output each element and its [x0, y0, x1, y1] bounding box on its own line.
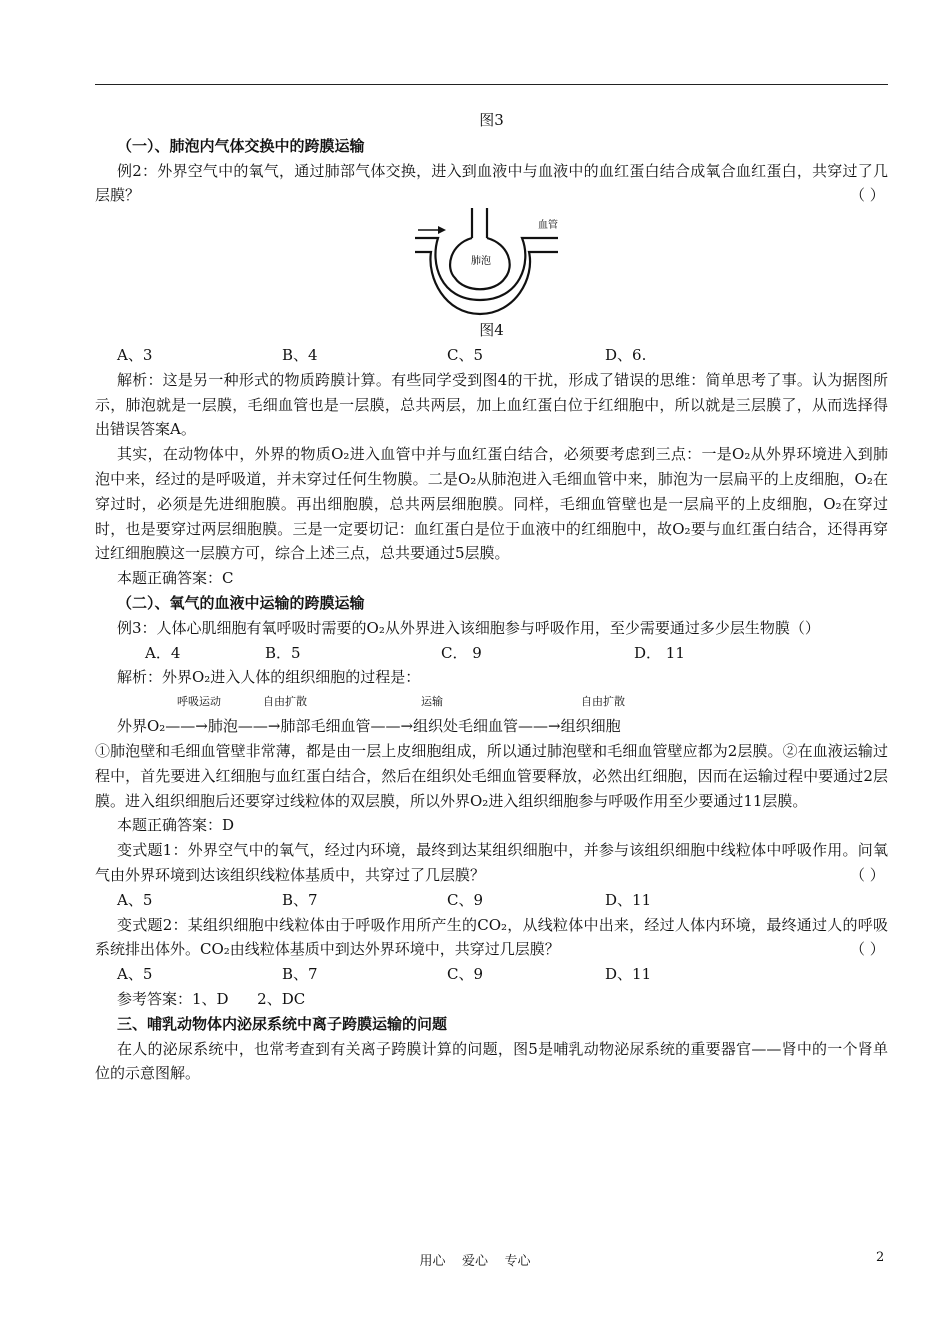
answer-2: 本题正确答案：D: [117, 816, 235, 835]
option-d: D、6.: [605, 345, 647, 364]
variant-2-options: [95, 962, 888, 987]
section-3-heading: 三、哺乳动物体内泌尿系统中离子跨膜运输的问题: [117, 1014, 448, 1033]
vessel-label: 血管: [538, 220, 558, 232]
option-c: C、5: [447, 345, 484, 364]
option-d: D、11: [605, 890, 652, 909]
header-rule: [95, 84, 888, 85]
example-2-question: 例2：外界空气中的氧气，通过肺部气体交换，进入到血液中与血液中的血红蛋白结合成氧合血红蛋白，共穿过了几层膜？ （ ）: [95, 161, 888, 205]
document-page: [95, 108, 888, 1086]
reference-answers: 参考答案：1、D 2、DC: [117, 989, 306, 1008]
section-3-body: 在人的泌尿系统中，也常考查到有关离子跨膜计算的问题，图5是哺乳动物泌尿系统的重要器官——肾中的一个肾单位的示意图解。: [95, 1039, 888, 1083]
flow-label-2: 自由扩散: [263, 695, 307, 709]
section-1-heading: （一）、肺泡内气体交换中的跨膜运输: [117, 136, 365, 155]
flow-line: 外界O₂——→肺泡——→肺部毛细血管——→组织处毛细血管——→组织细胞: [117, 717, 621, 736]
flow-labels: [95, 690, 888, 714]
page-number: 2: [876, 1250, 885, 1265]
section-2-heading: （二）、氧气的血液中运输的跨膜运输: [117, 593, 365, 612]
option-b: B、7: [282, 965, 318, 984]
option-c: C、9: [447, 965, 484, 984]
variant-1-options: [95, 888, 888, 913]
figure-3-caption: 图3: [479, 111, 504, 129]
option-a: A、3: [117, 345, 153, 364]
option-b: B、7: [282, 890, 318, 909]
variant-1-question: 变式题1：外界空气中的氧气，经过内环境，最终到达某组织细胞中，并参与该组织细胞中线粒体中呼吸作用。问氧气由外界环境到达该组织线粒体基质中，共穿过了几层膜？ （ ）: [95, 841, 888, 884]
option-a: A、5: [117, 890, 153, 909]
page-footer: 用心 爱心 专心: [419, 1254, 531, 1269]
alveolus-label: 肺泡: [471, 256, 491, 268]
option-c: C． 9: [441, 643, 482, 662]
option-b: B．5: [265, 643, 301, 662]
example-3-question: 例3：人体心肌细胞有氧呼吸时需要的O₂从外界进入该细胞参与呼吸作用，至少需要通过多少层生物膜（）: [117, 618, 820, 637]
example-2-options: [95, 343, 888, 368]
answer-1: 本题正确答案：C: [117, 569, 234, 588]
analysis-paragraph-1: 解析：这是另一种形式的物质跨膜计算。有些同学受到图4的干扰，形成了错误的思维：简单思考了事。认为据图所示，肺泡就是一层膜，毛细血管也是一层膜，总共两层，加上血红蛋白位于红细胞中，所以就是三层膜了，从而选择得出错误答案A。: [95, 370, 888, 439]
figure-4-diagram: [95, 208, 888, 316]
option-d: D、11: [605, 965, 652, 984]
option-a: A、5: [117, 965, 153, 984]
flow-label-4: 自由扩散: [581, 695, 625, 709]
example-3-options: [95, 641, 888, 666]
figure-4-caption: 图4: [479, 321, 504, 340]
option-b: B、4: [282, 345, 318, 364]
option-a: A．4: [145, 643, 181, 662]
option-c: C、9: [447, 890, 484, 909]
analysis-3-intro: 解析：外界O₂进入人体的组织细胞的过程是：: [117, 668, 421, 687]
analysis-3-body: ①肺泡壁和毛细血管壁非常薄，都是由一层上皮细胞组成，所以通过肺泡壁和毛细血管壁应都为2层膜。②在血液运输过程中，首先要进入红细胞与血红蛋白结合，然后在组织处毛细血管要释放，必然出红细胞，因而在运输过程中要通过2层膜。进入组织细胞后还要穿过线粒体的双层膜，所以外界O₂进入组织细胞参与呼吸作用至少要通过11层膜。: [95, 741, 888, 810]
alveolus-capillary-diagram: [95, 208, 888, 316]
option-d: D． 11: [634, 643, 685, 662]
flow-label-1: 呼吸运动: [177, 695, 221, 709]
flow-label-3: 运输: [421, 695, 443, 709]
analysis-paragraph-2: 其实，在动物体中，外界的物质O₂进入血管中并与血红蛋白结合，必须要考虑到三点：一是O₂从外界环境进入到肺泡中来，经过的是呼吸道，并未穿过任何生物膜。二是O₂从肺泡进入毛细血管中来，肺泡为一层扁平的上皮细胞，O₂在穿过时，必须是先进细胞膜。再出细胞膜，总共两层细胞膜。同样，毛细血管壁也是一层扁平的上皮细胞，O₂在穿过时，也是要穿过两层细胞膜。三是一定要切记：血红蛋白是位于血液中的红细胞中，故O₂要与血红蛋白结合，还得再穿过红细胞膜这一层膜方可，综合上述三点，总共要通过5层膜。: [95, 445, 888, 563]
variant-2-question: 变式题2：某组织细胞中线粒体由于呼吸作用所产生的CO₂，从线粒体中出来，经过人体内环境，最终通过人的呼吸系统排出体外。CO₂由线粒体基质中到达外界环境中，共穿过几层膜？ （ ）: [95, 915, 888, 959]
